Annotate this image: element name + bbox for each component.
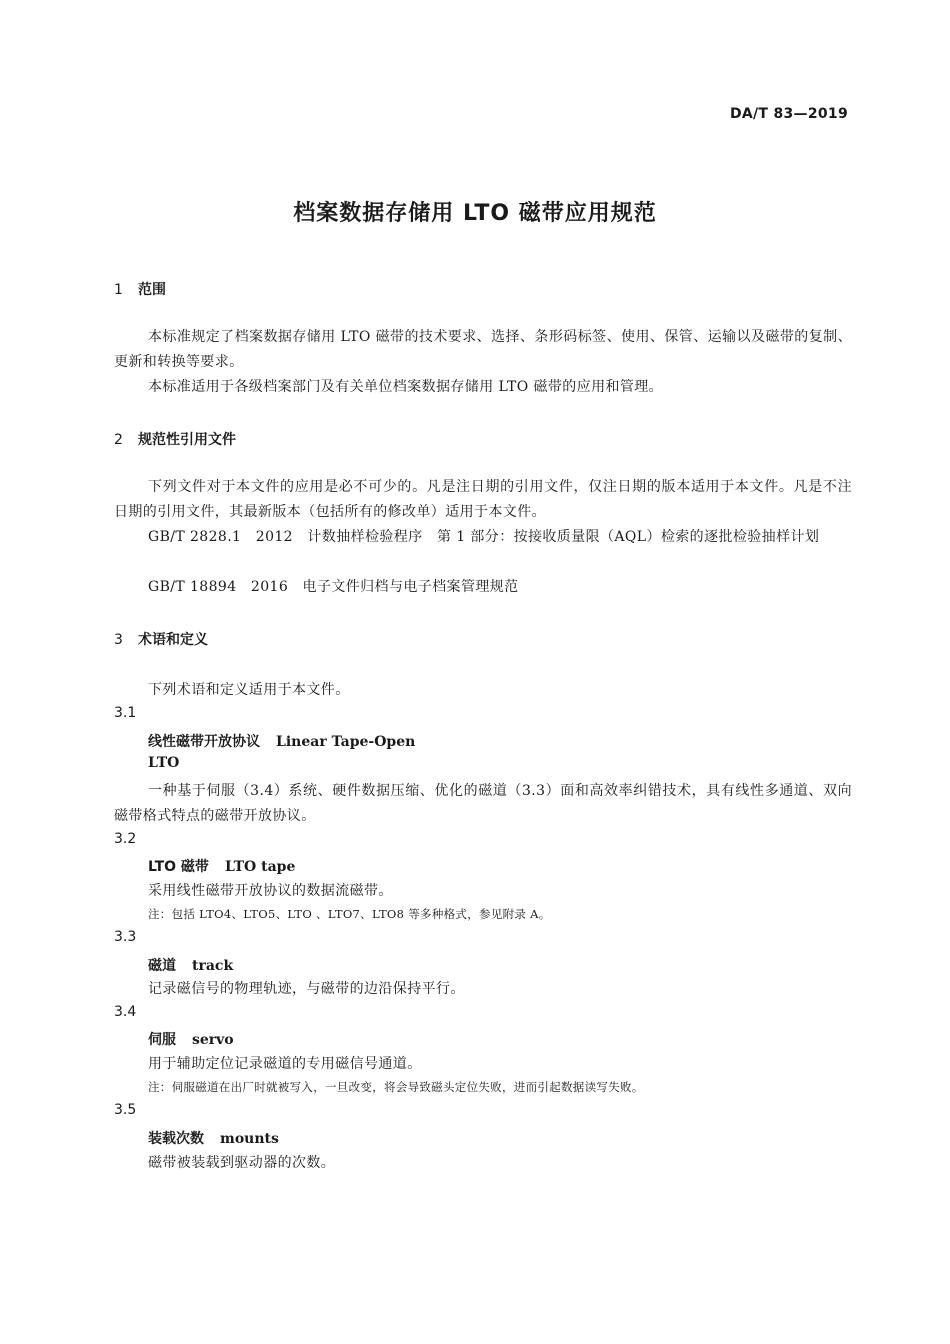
term-zh: 磁道 xyxy=(148,958,176,974)
section-title: 规范性引用文件 xyxy=(138,432,236,448)
term-definition: 一种基于伺服（3.4）系统、硬件数据压缩、优化的磁道（3.3）面和高效率纠错技术，具有线性多通道、双向磁带格式特点的磁带开放协议。 xyxy=(114,783,852,824)
clause-number: 3.3 xyxy=(114,929,137,945)
clause-number: 3.4 xyxy=(114,1004,137,1020)
scope-paragraph-2: 本标准适用于各级档案部门及有关单位档案数据存储用 LTO 磁带的应用和管理。 xyxy=(148,379,664,395)
section-number: 3 xyxy=(114,632,123,648)
term-en: mounts xyxy=(220,1131,279,1147)
term-en: LTO tape xyxy=(224,859,296,875)
term-zh: 线性磁带开放协议 xyxy=(148,734,260,750)
term-zh: 装载次数 xyxy=(148,1131,204,1147)
term-heading xyxy=(148,731,415,751)
term-definition: 采用线性磁带开放协议的数据流磁带。 xyxy=(148,883,393,899)
term-heading xyxy=(148,1128,279,1148)
reference-item-1: GB/T 2828.1 2012 计数抽样检验程序 第 1 部分：按接收质量限（AQL）检索的逐批检验抽样计划 xyxy=(148,529,820,545)
section-number: 1 xyxy=(114,282,123,298)
term-abbr: LTO xyxy=(148,755,180,771)
term-definition: 磁带被装载到驱动器的次数。 xyxy=(148,1155,336,1171)
term-heading xyxy=(148,856,295,876)
term-definition: 记录磁信号的物理轨迹，与磁带的边沿保持平行。 xyxy=(148,981,465,997)
scope-paragraph-1: 本标准规定了档案数据存储用 LTO 磁带的技术要求、选择、条形码标签、使用、保管、运输以及磁带的复制、更新和转换等要求。 xyxy=(114,329,852,370)
section-title: 范围 xyxy=(138,282,166,298)
reference-item-2: GB/T 18894 2016 电子文件归档与电子档案管理规范 xyxy=(148,579,519,595)
term-abbreviation xyxy=(148,755,179,771)
section-heading-1 xyxy=(114,279,166,299)
clause-number: 3.1 xyxy=(114,705,137,721)
section-heading-3 xyxy=(114,629,208,649)
document-title: 档案数据存储用 LTO 磁带应用规范 xyxy=(293,201,657,226)
term-note xyxy=(148,1079,644,1095)
section-title: 术语和定义 xyxy=(138,632,208,648)
term-en: servo xyxy=(192,1032,234,1048)
note-label: 注： xyxy=(148,907,172,921)
term-heading xyxy=(148,955,233,975)
term-heading xyxy=(148,1029,234,1049)
references-intro: 下列文件对于本文件的应用是必不可少的。凡是注日期的引用文件，仅注日期的版本适用于本文件。凡是不注日期的引用文件，其最新版本（包括所有的修改单）适用于本文件。 xyxy=(114,479,852,520)
note-label: 注： xyxy=(148,1080,172,1094)
clause-number: 3.2 xyxy=(114,831,137,847)
section-number: 2 xyxy=(114,432,123,448)
clause-number: 3.5 xyxy=(114,1102,137,1118)
terms-intro: 下列术语和定义适用于本文件。 xyxy=(148,682,350,698)
term-zh: LTO 磁带 xyxy=(148,859,209,875)
term-zh: 伺服 xyxy=(148,1032,176,1048)
term-en: Linear Tape-Open xyxy=(276,734,416,750)
standard-code: DA/T 83—2019 xyxy=(729,106,848,122)
term-definition: 用于辅助定位记录磁道的专用磁信号通道。 xyxy=(148,1056,422,1072)
term-en: track xyxy=(192,958,234,974)
term-note xyxy=(148,906,551,922)
note-text: 伺服磁道在出厂时就被写入，一旦改变，将会导致磁头定位失败，进而引起数据读写失败。 xyxy=(171,1080,644,1094)
note-text: 包括 LTO4、LTO5、LTO 、LTO7、LTO8 等多种格式，参见附录 A。 xyxy=(171,907,551,921)
section-heading-2 xyxy=(114,429,236,449)
